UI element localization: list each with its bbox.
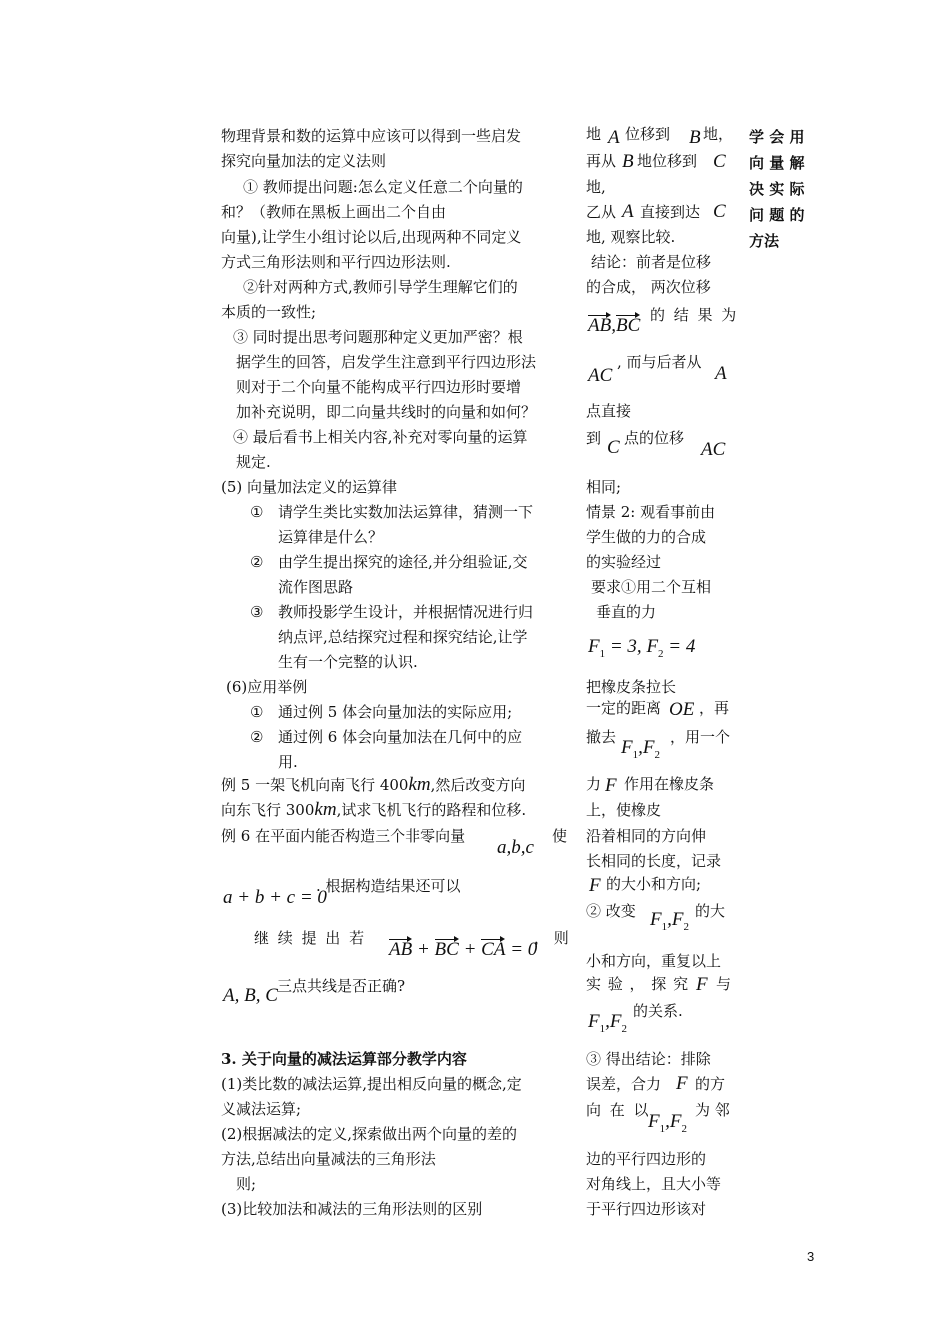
text-line: 小和方向，重复以上 (586, 952, 722, 970)
text-line: 边的平行四边形的 (586, 1150, 707, 1168)
vector-BC: BC (616, 312, 640, 336)
math-symbol-F: F (589, 875, 601, 896)
text-line: 教师投影学生设计，并根据情况进行归 (278, 603, 534, 621)
text-line: 上，使橡皮 (586, 801, 662, 819)
math-point-C: C (607, 437, 620, 458)
text-fragment: ,然后改变方向 (430, 776, 526, 794)
math-symbol: F (669, 1111, 682, 1132)
text-line: 请学生类比实数加法运算律，猜测一下 (278, 503, 534, 521)
text-fragment: 地 (586, 125, 602, 143)
math-symbol: F (648, 1111, 660, 1132)
objective-column (749, 124, 804, 254)
text-fragment: 乙从 (586, 203, 617, 221)
math-symbol: F (650, 909, 662, 930)
text-line: 和？（教师在黑板上画出二个自由 (221, 203, 447, 221)
text-fragment: 误差，合力 (586, 1075, 662, 1093)
math-fragment: = 0 (505, 939, 538, 960)
text-line: 的实验经过 (586, 553, 662, 571)
text-fragment: 再从 (586, 152, 617, 170)
text-line: 义减法运算; (221, 1100, 302, 1118)
text-line: 用. (278, 753, 298, 771)
text-line: 探究向量加法的定义法则 (221, 152, 387, 170)
math-point-A: A (608, 127, 620, 148)
text-line: 向量),让学生小组讨论以后,出现两种不同定义 (221, 228, 522, 246)
text-fragment: ② 改变 (586, 902, 636, 920)
text-line: . 根据构造结果还可以 (316, 877, 461, 895)
text-line: 学生做的力的合成 (586, 528, 707, 546)
math-symbol: F (642, 737, 655, 758)
text-line: ②针对两种方式,教师引导学生理解它们的 (243, 278, 518, 296)
text-line: 生有一个完整的认识. (278, 653, 418, 671)
text-line: 决 实 际 (749, 180, 805, 198)
section-heading: 3. 关于向量的减法运算部分教学内容 (221, 1050, 467, 1068)
math-symbol: F (646, 636, 659, 657)
text-line: 沿着相同的方向伸 (586, 827, 707, 845)
math-forces: $F_1,F_2$ (621, 737, 660, 761)
math-point-B: B (622, 151, 634, 172)
text-line: 把橡皮条拉长 (586, 678, 677, 696)
text-fragment: ， 则 (534, 929, 569, 947)
math-segment-AC: AC (588, 365, 613, 386)
text-line: 纳点评,总结探究过程和探究结论,让学 (278, 628, 528, 646)
text-line: 学 会 用 (749, 128, 805, 146)
text-line: 则对于二个向量不能构成平行四边形时要增 (236, 378, 522, 396)
text-line: 运算律是什么？ (278, 528, 384, 546)
text-line: 向 量 解 (749, 154, 805, 172)
list-marker: ① (250, 503, 264, 521)
section-heading: (6)应用举例 (226, 678, 308, 696)
text-line: (1)类比数的减法运算,提出相反向量的概念,定 (221, 1075, 522, 1093)
text-line: 地, 观察比较. (586, 228, 676, 246)
text-line: 于平行四边形该对 (586, 1200, 707, 1218)
text-fragment: 的方 (695, 1075, 726, 1093)
text-fragment: 的 结 果 为 (650, 306, 739, 324)
text-line: 流作图思路 (278, 578, 354, 596)
text-line: ③ 得出结论：排除 (586, 1050, 711, 1068)
math-symbol: F (609, 1011, 622, 1032)
math-symbol: F (621, 737, 633, 758)
list-marker: ① (250, 703, 264, 721)
text-line: ④ 最后看书上相关内容,补充对零向量的运算 (233, 428, 528, 446)
section-heading: (5) 向量加法定义的运算律 (221, 478, 398, 496)
text-fragment: 与 (716, 975, 732, 993)
vector-BC: BC (435, 936, 459, 960)
math-symbol-F: F (676, 1073, 688, 1094)
text-fragment: , 而与后者从 (617, 353, 702, 371)
text-line: 的合成， 两次位移 (586, 278, 711, 296)
math-equation: a + b + c = 0 (223, 887, 327, 908)
text-fragment: 向 在 以 (586, 1101, 651, 1119)
text-line: 相同; (586, 478, 622, 496)
math-points: A, B, C (223, 985, 278, 1006)
text-fragment: 位移到 (625, 125, 671, 143)
text-fragment: 的关系. (633, 1002, 683, 1020)
text-fragment: 点的位移 (624, 429, 685, 447)
example-5-line (221, 800, 526, 820)
text-fragment: 使 (552, 827, 568, 845)
text-fragment: 到 (586, 429, 602, 447)
math-symbol: F (671, 909, 684, 930)
text-fragment: 直接到达 (640, 203, 701, 221)
text-fragment: 一定的距离 (586, 699, 662, 717)
math-vectors: AB,BC (588, 312, 640, 336)
math-symbol: F (588, 636, 600, 657)
example-5-line (221, 775, 525, 795)
vector-AB: AB (389, 936, 412, 960)
math-point-C: C (713, 201, 726, 222)
text-line: 由学生提出探究的途径,并分组验证,交 (278, 553, 528, 571)
text-line: 问 题 的 (749, 206, 805, 224)
text-line: 方式三角形法则和平行四边形法则. (221, 253, 451, 271)
list-marker: ③ (250, 603, 264, 621)
math-symbol-F: F (696, 974, 708, 995)
text-fragment: ，用一个 (670, 728, 731, 746)
text-fragment: 地位移到 (637, 152, 698, 170)
text-fragment: ,试求飞机飞行的路程和位移. (336, 801, 527, 819)
list-marker: ② (250, 553, 264, 571)
vector-AB: AB (588, 312, 611, 336)
text-line: 据学生的回答，启发学生注意到平行四边形法 (236, 353, 537, 371)
math-unit: km (408, 774, 431, 795)
text-line: 要求①用二个互相 (591, 578, 712, 596)
text-line: 点直接 (586, 402, 632, 420)
text-fragment: ，再 (699, 699, 730, 717)
text-fragment: 撤去 (586, 728, 617, 746)
math-forces-values: $F_1 = 3$, $F_2 = 4$ (588, 636, 696, 660)
text-line: 长相同的长度，记录 (586, 852, 722, 870)
text-line: 本质的一致性; (221, 303, 317, 321)
math-vector-equation: AB + BC + CA = 0 (389, 936, 537, 960)
text-fragment: 向东飞行 300 (221, 801, 315, 819)
math-point-A: A (715, 363, 727, 384)
list-marker: ② (250, 728, 264, 746)
text-line: 继 续 提 出 若 (254, 929, 367, 947)
math-point-B: B (689, 127, 701, 148)
text-line: 情景 2: 观看事前由 (586, 503, 716, 521)
math-point-C: C (713, 151, 726, 172)
math-point-A: A (622, 201, 634, 222)
page-number: 3 (807, 1249, 815, 1264)
text-line: 垂直的力 (596, 603, 657, 621)
math-symbol-F: F (605, 775, 617, 796)
math-forces: $F_1,F_2$ (588, 1011, 627, 1035)
text-line: 通过例 5 体会向量加法的实际应用; (278, 703, 513, 721)
vector-CA: CA (481, 936, 505, 960)
text-line: 通过例 6 体会向量加法在几何中的应 (278, 728, 523, 746)
text-fragment: 的大小和方向; (606, 875, 702, 893)
text-line: 例 6 在平面内能否构造三个非零向量 (221, 827, 466, 845)
text-line: 方法 (749, 232, 780, 250)
text-line: ① 教师提出问题:怎么定义任意二个向量的 (243, 178, 523, 196)
math-vectors-abc: a,b,c (497, 837, 534, 858)
text-fragment: 的大 (695, 902, 726, 920)
text-fragment: 力 (586, 775, 602, 793)
text-line: 物理背景和数的运算中应该可以得到一些启发 (221, 127, 522, 145)
text-line: 结论：前者是位移 (591, 253, 712, 271)
text-fragment: 地， (703, 125, 734, 143)
math-symbol: F (588, 1011, 600, 1032)
text-line: 三点共线是否正确? (277, 977, 406, 995)
text-fragment: 为 邻 (695, 1101, 730, 1119)
text-fragment: 作用在橡皮条 (624, 775, 715, 793)
text-line: 地, (586, 178, 606, 196)
math-forces: $F_1,F_2$ (648, 1111, 687, 1135)
text-line: 对角线上，且大小等 (586, 1175, 722, 1193)
math-unit: km (314, 799, 337, 820)
math-segment-OE: OE (669, 699, 695, 720)
text-line: 规定. (236, 453, 271, 471)
text-fragment: 例 5 一架飞机向南飞行 400 (221, 776, 409, 794)
math-segment-AC: AC (701, 439, 726, 460)
math-forces: $F_1,F_2$ (650, 909, 689, 933)
text-line: 加补充说明，即二向量共线时的向量和如何？ (236, 403, 537, 421)
text-line: (3)比较加法和减法的三角形法则的区别 (221, 1200, 483, 1218)
text-line: ③ 同时提出思考问题那种定义更加严密？根 (233, 328, 523, 346)
text-fragment: 实 验 ， 探 究 (586, 975, 690, 993)
text-line: (2)根据减法的定义,探索做出两个向量的差的 (221, 1125, 518, 1143)
text-line: 则; (236, 1175, 257, 1193)
text-line: 方法,总结出向量减法的三角形法 (221, 1150, 436, 1168)
